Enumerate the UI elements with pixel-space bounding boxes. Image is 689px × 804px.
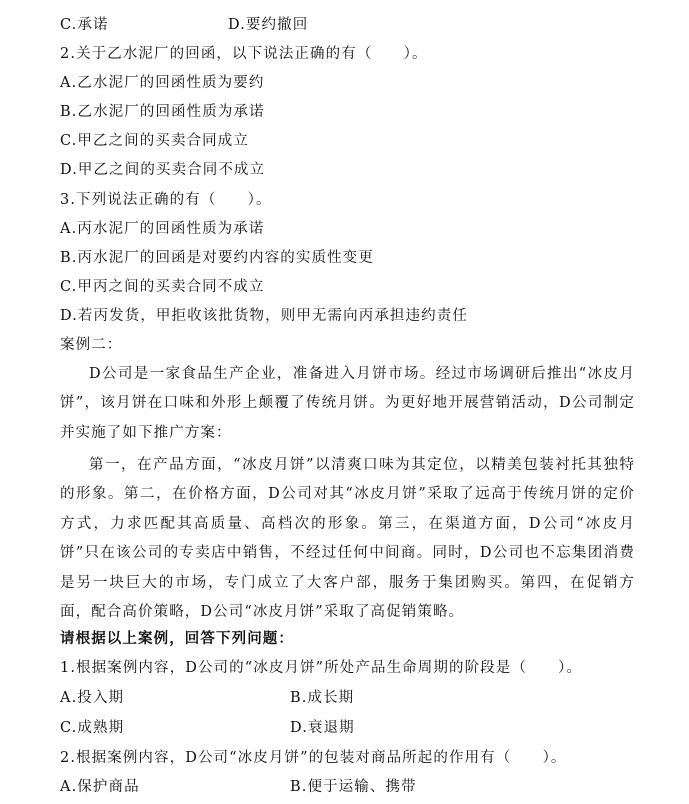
q3-option-c: C.甲丙之间的买卖合同不成立 bbox=[60, 279, 265, 295]
case-q1-option-a: A.投入期 bbox=[60, 690, 125, 706]
case-q2-option-a: A.保护商品 bbox=[60, 779, 140, 795]
q2-option-b: B.乙水泥厂的回函性质为承诺 bbox=[60, 104, 265, 120]
q2-option-a: A.乙水泥厂的回函性质为要约 bbox=[60, 75, 265, 91]
q3-option-b: B.丙水泥厂的回函是对要约内容的实质性变更 bbox=[60, 250, 374, 266]
case-q2-stem: 2.根据案例内容，D公司“冰皮月饼”的包装对商品所起的作用有（ ）。 bbox=[60, 750, 567, 766]
q2-option-c: C.甲乙之间的买卖合同成立 bbox=[60, 133, 249, 149]
case-paragraph-2: 第一，在产品方面，“冰皮月饼”以清爽口味为其定位，以精美包装衬托其独特的形象。第二，在价格方面，D公司对其“冰皮月饼”采取了远高于传统月饼的定价方式，力求匹配其高质量、高档次的形象。第三，在渠道方面，D公司“冰皮月饼”只在该公司的专卖店中销售，不经过任何中间商。同时，D公司也不忘集团消费是另一块巨大的市场，专门成立了大客户部，服务于集团购买。第四，在促销方面，配合高价策略，D公司“冰皮月饼”采取了高促销策略。 bbox=[60, 457, 635, 621]
q3-stem: 3.下列说法正确的有（ ）。 bbox=[60, 192, 272, 208]
q3-option-d: D.若丙发货，甲拒收该批货物，则甲无需向丙承担违约责任 bbox=[60, 308, 468, 324]
case-q2-option-b: B.便于运输、携带 bbox=[290, 779, 417, 795]
case-title: 案例二： bbox=[60, 337, 123, 353]
q1-option-d: D.要约撤回 bbox=[228, 17, 309, 33]
case-q1-option-c: C.成熟期 bbox=[60, 720, 125, 736]
case-q1-option-d: D.衰退期 bbox=[290, 720, 355, 736]
case-q1-option-b: B.成长期 bbox=[290, 690, 355, 706]
case-q1-stem: 1.根据案例内容，D公司的“冰皮月饼”所处产品生命周期的阶段是（ ）。 bbox=[60, 660, 583, 676]
q1-option-c: C.承诺 bbox=[60, 17, 109, 33]
instruction-heading: 请根据以上案例，回答下列问题： bbox=[60, 631, 294, 647]
q2-stem: 2.关于乙水泥厂的回函，以下说法正确的有（ ）。 bbox=[60, 46, 428, 62]
q3-option-a: A.丙水泥厂的回函性质为承诺 bbox=[60, 221, 265, 237]
case-paragraph-1: D公司是一家食品生产企业，准备进入月饼市场。经过市场调研后推出“冰皮月饼”，该月饼在口味和外形上颠覆了传统月饼。为更好地开展营销活动，D公司制定并实施了如下推广方案： bbox=[60, 366, 635, 441]
q2-option-d: D.甲乙之间的买卖合同不成立 bbox=[60, 162, 266, 178]
